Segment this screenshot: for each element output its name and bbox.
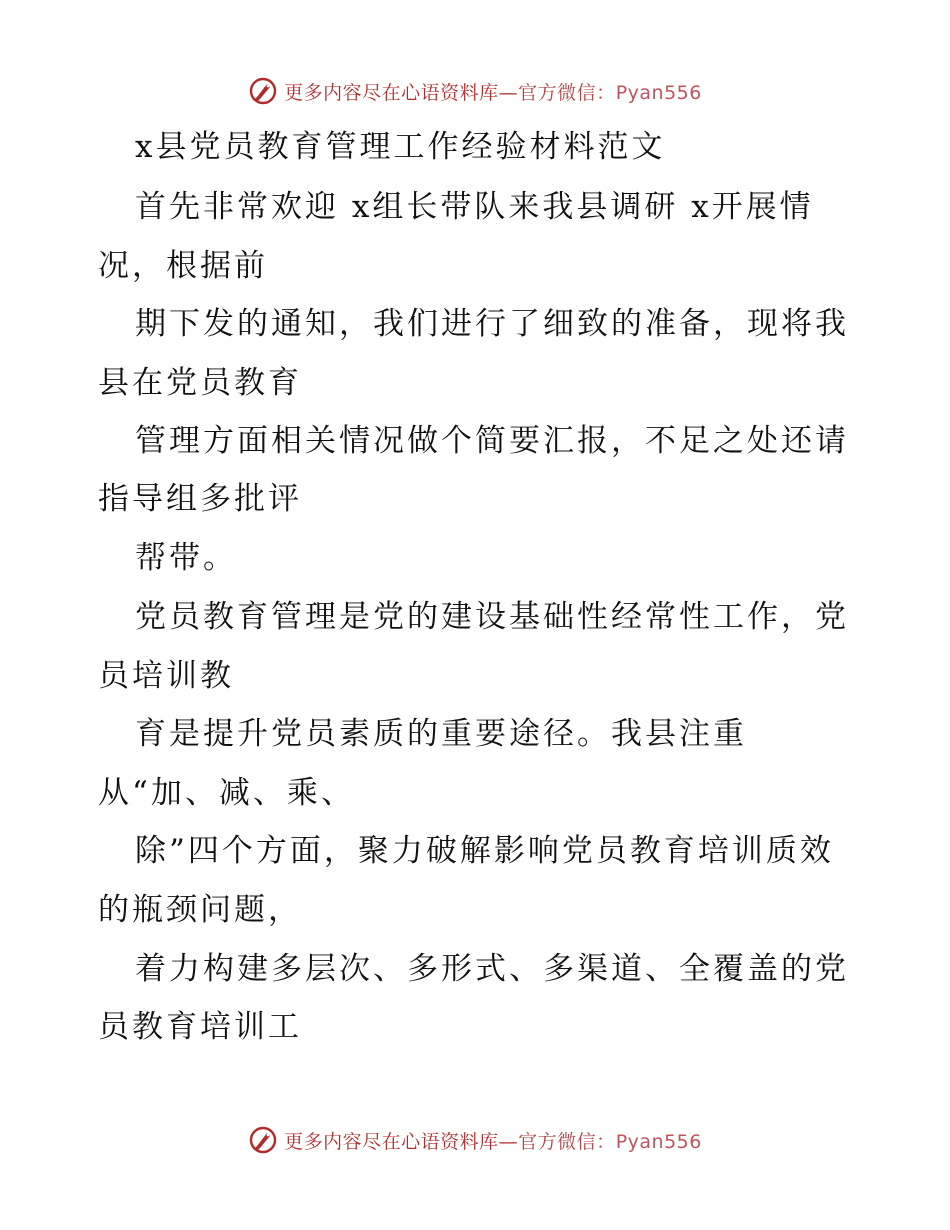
body-line: 从“加、减、乘、 <box>98 775 355 811</box>
body-line: 着力构建多层次、多形式、多渠道、全覆盖的党 <box>135 951 849 987</box>
body-line: 县在党员教育 <box>98 365 302 401</box>
body-line: 期下发的通知，我们进行了细致的准备，现将我 <box>135 306 849 342</box>
body-line: 况，根据前 <box>98 248 268 284</box>
banner-site-text: 更多内容尽在心语资料库 <box>284 81 499 104</box>
body-line: 指导组多批评 <box>98 481 302 517</box>
banner-dash: — <box>498 81 519 104</box>
banner-content <box>248 76 702 106</box>
pen-nib-logo-icon <box>248 76 278 106</box>
header-banner <box>0 71 950 111</box>
body-line: 除”四个方面，聚力破解影响党员教育培训质效 <box>135 833 834 869</box>
body-line: 员教育培训工 <box>98 1009 302 1045</box>
body-line: 帮带。 <box>135 540 237 576</box>
banner-site-text: 更多内容尽在心语资料库 <box>284 1130 499 1153</box>
footer-banner <box>0 1120 950 1160</box>
banner-wechat-handle: Pyan556 <box>615 81 702 104</box>
body-line: 管理方面相关情况做个简要汇报，不足之处还请 <box>135 423 849 459</box>
banner-wechat-handle: Pyan556 <box>615 1130 702 1153</box>
banner-wechat-label: 官方微信： <box>518 1130 616 1153</box>
banner-content <box>248 1125 702 1155</box>
banner-wechat-label: 官方微信： <box>518 81 616 104</box>
body-line: 育是提升党员素质的重要途径。我县注重 <box>135 716 747 752</box>
document-title: x县党员教育管理工作经验材料范文 <box>135 129 666 165</box>
banner-text <box>284 1127 702 1154</box>
body-line: 的瓶颈问题， <box>98 892 302 928</box>
body-line: 首先非常欢迎 x组长带队来我县调研 x开展情 <box>135 189 814 225</box>
body-line: 员培训教 <box>98 658 234 694</box>
banner-text <box>284 78 702 105</box>
body-line: 党员教育管理是党的建设基础性经常性工作，党 <box>135 599 849 635</box>
banner-dash: — <box>498 1130 519 1153</box>
pen-nib-logo-icon <box>248 1125 278 1155</box>
